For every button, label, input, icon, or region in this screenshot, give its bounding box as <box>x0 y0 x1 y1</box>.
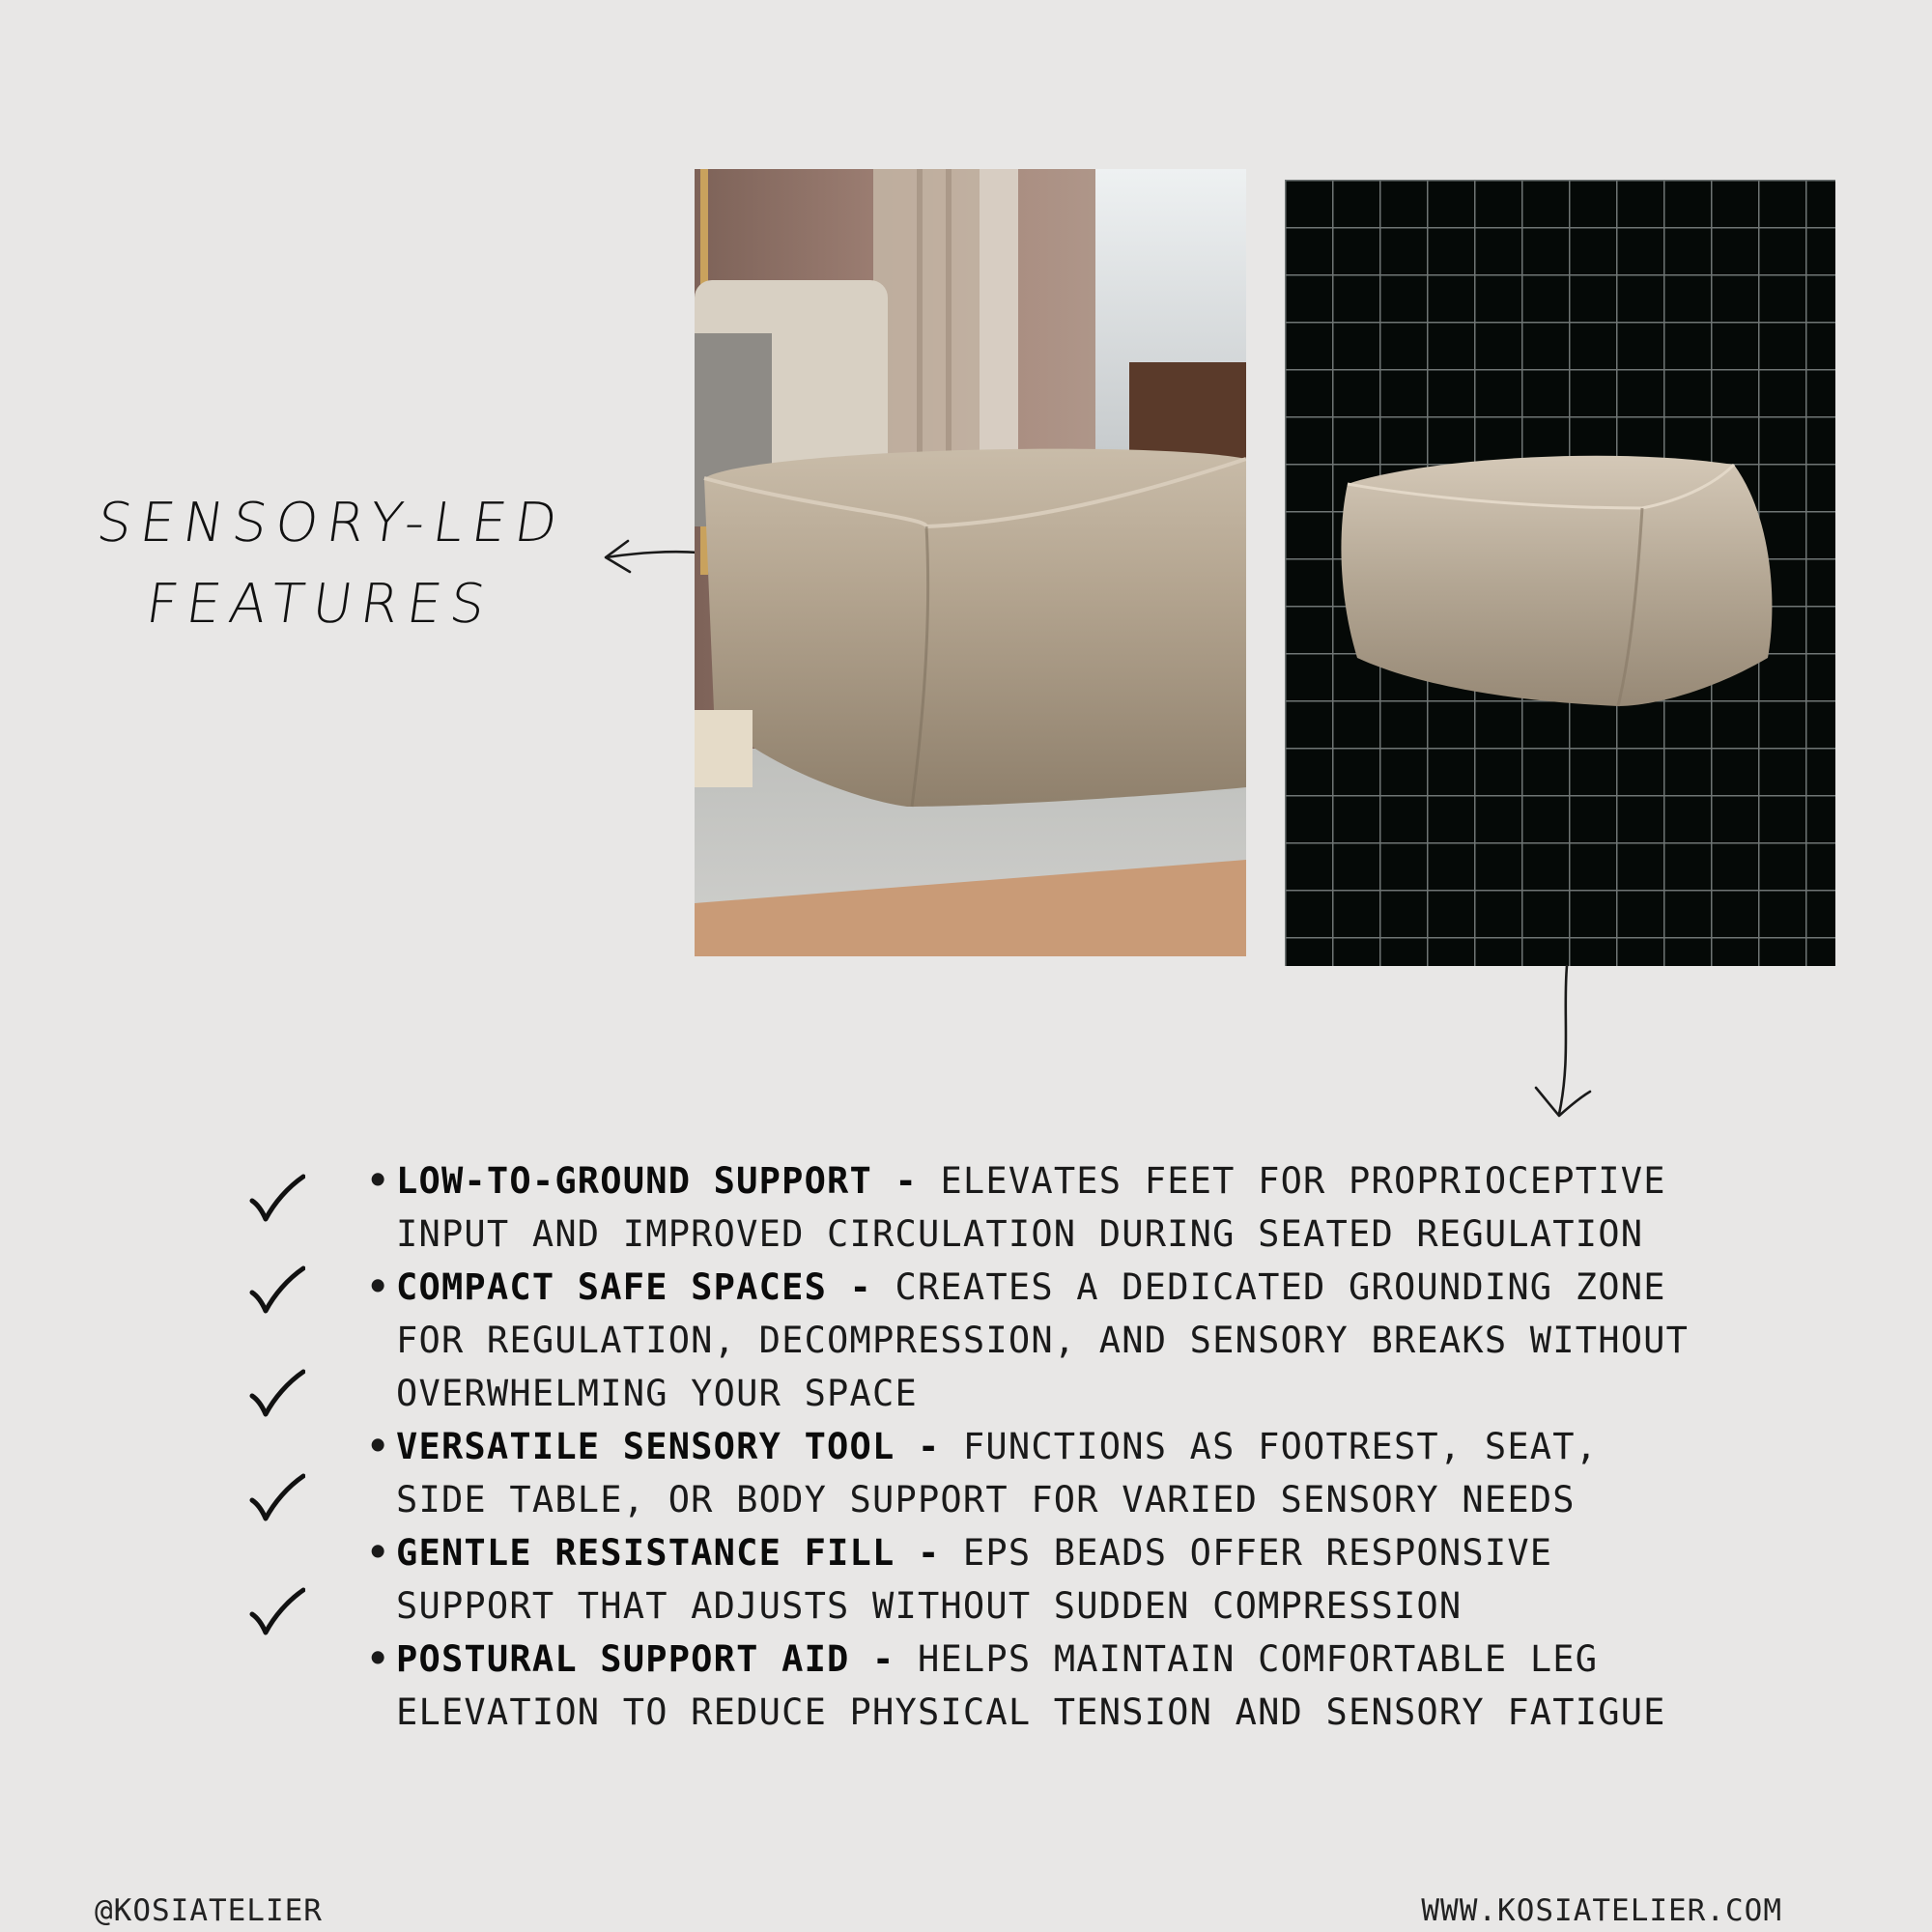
feature-list <box>242 1154 1710 1739</box>
arrow-left-icon <box>599 536 700 575</box>
bullet: • <box>367 1638 390 1680</box>
feature-item <box>242 1526 1710 1633</box>
bullet: • <box>367 1160 390 1202</box>
page-heading <box>77 483 574 645</box>
bullet: • <box>367 1266 390 1308</box>
footer-handle: @KOSIATELIER <box>95 1893 323 1928</box>
feature-desc: CREATES A DEDICATED GROUNDING ZONE <box>895 1266 1666 1308</box>
feature-desc: SIDE TABLE, OR BODY SUPPORT FOR VARIED SENSORY NEEDS <box>396 1479 1576 1520</box>
heading-line-2: FEATURES <box>142 573 498 636</box>
footer-url[interactable]: WWW.KOSIATELIER.COM <box>1421 1893 1782 1928</box>
feature-desc: EPS BEADS OFFER RESPONSIVE <box>962 1532 1553 1574</box>
feature-desc: SUPPORT THAT ADJUSTS WITHOUT SUDDEN COMPRESSION <box>396 1585 1463 1627</box>
feature-desc: HELPS MAINTAIN COMFORTABLE LEG <box>917 1638 1599 1680</box>
feature-desc: FUNCTIONS AS FOOTREST, SEAT, <box>962 1426 1599 1467</box>
feature-desc: FOR REGULATION, DECOMPRESSION, AND SENSORY BREAKS WITHOUT <box>396 1320 1690 1361</box>
feature-item <box>242 1420 1710 1526</box>
bullet: • <box>367 1426 390 1467</box>
bullet: • <box>367 1532 390 1574</box>
arrow-down-icon <box>1526 964 1594 1123</box>
feature-item <box>242 1633 1710 1739</box>
feature-title: LOW-TO-GROUND SUPPORT - <box>396 1160 918 1202</box>
feature-item <box>242 1154 1710 1261</box>
feature-title: POSTURAL SUPPORT AID - <box>396 1638 895 1680</box>
feature-title: COMPACT SAFE SPACES - <box>396 1266 872 1308</box>
ottoman-grid-photo <box>1285 180 1835 966</box>
ottoman-room-photo <box>695 169 1246 956</box>
feature-title: VERSATILE SENSORY TOOL - <box>396 1426 941 1467</box>
feature-desc: ELEVATION TO REDUCE PHYSICAL TENSION AND SENSORY FATIGUE <box>396 1691 1666 1733</box>
feature-desc: ELEVATES FEET FOR PROPRIOCEPTIVE <box>940 1160 1666 1202</box>
feature-desc: OVERWHELMING YOUR SPACE <box>396 1373 918 1414</box>
feature-item <box>242 1261 1710 1420</box>
heading-line-1: SENSORY-LED <box>93 492 570 554</box>
feature-title: GENTLE RESISTANCE FILL - <box>396 1532 941 1574</box>
feature-desc: INPUT AND IMPROVED CIRCULATION DURING SEATED REGULATION <box>396 1213 1644 1255</box>
